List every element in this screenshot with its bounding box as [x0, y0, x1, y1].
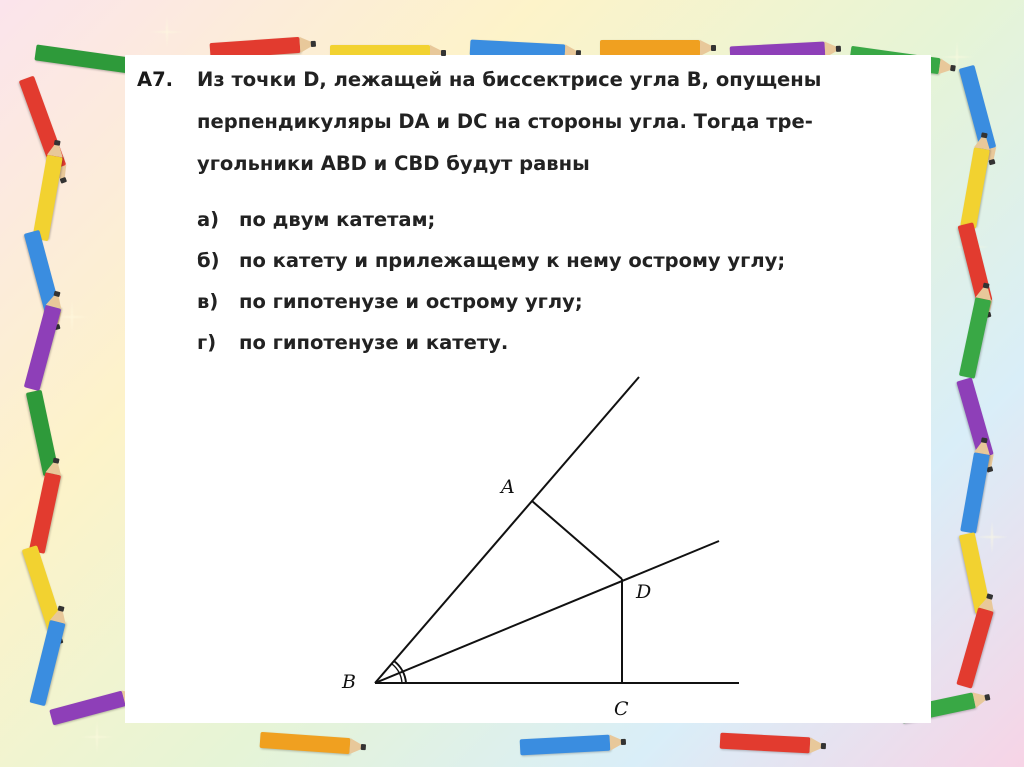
- point-label-a: A: [501, 476, 515, 498]
- task-card: [125, 55, 931, 723]
- answer-option-text: по гипотенузе и острому углу;: [239, 290, 583, 313]
- pencil-decoration: [720, 733, 811, 754]
- sparkle-decoration: [80, 720, 114, 754]
- geometry-diagram: [125, 55, 931, 723]
- point-label-b: B: [342, 671, 356, 693]
- answer-option-key: а): [197, 208, 220, 231]
- task-number: А7.: [137, 68, 174, 91]
- pencil-decoration: [600, 40, 700, 56]
- task-statement-line: угольники ABD и CBD будут равны: [197, 152, 590, 175]
- pencil-decoration: [260, 732, 351, 754]
- perpendicular-da: [532, 501, 622, 579]
- pencil-decoration: [29, 472, 61, 554]
- point-label-c: C: [614, 698, 629, 720]
- task-statement-line: Из точки D, лежащей на биссектрисе угла B, опущены: [197, 68, 822, 91]
- sparkle-decoration: [150, 15, 184, 49]
- answer-option-text: по гипотенузе и катету.: [239, 331, 509, 354]
- answer-option-key: г): [197, 331, 217, 354]
- angle-bisector-bd: [375, 541, 719, 683]
- pencil-decoration: [959, 297, 991, 379]
- sparkle-decoration: [975, 520, 1009, 554]
- answer-option-key: б): [197, 249, 220, 272]
- pencil-decoration: [956, 607, 993, 688]
- answer-option-text: по катету и прилежащему к нему острому углу;: [239, 249, 786, 272]
- point-label-d: D: [636, 581, 652, 603]
- pencil-decoration: [24, 305, 61, 391]
- answer-option-key: в): [197, 290, 219, 313]
- task-statement-line: перпендикуляры DA и DC на стороны угла. Тогда тре-: [197, 110, 813, 133]
- pencil-decoration: [32, 155, 63, 241]
- answer-option-text: по двум катетам;: [239, 208, 436, 231]
- pencil-decoration: [520, 735, 611, 756]
- pencil-decoration: [29, 620, 65, 706]
- pencil-decoration: [960, 147, 990, 229]
- angle-side-ba: [375, 377, 639, 683]
